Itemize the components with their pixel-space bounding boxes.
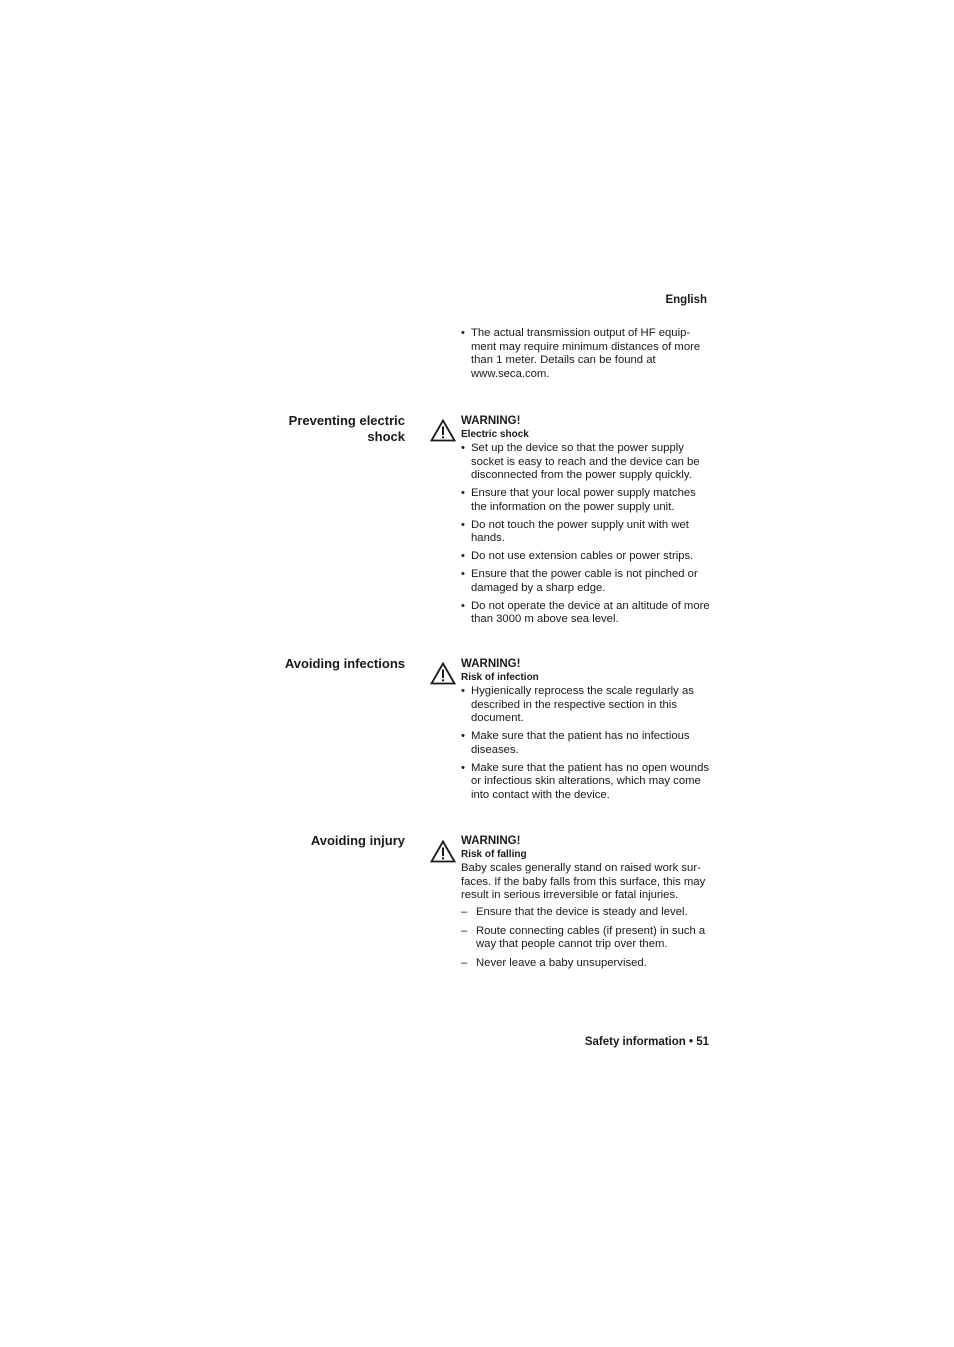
warning-title: WARNING! [461,658,521,670]
list-item: • Ensure that your local power supply matches the information on the power supply unit. [461,487,713,514]
warning-subtitle: Risk of falling [461,849,527,860]
list-item: – Never leave a baby unsupervised. [461,957,713,971]
list-item: • Do not operate the device at an altitude of more than 3000 m above sea level. [461,600,713,627]
warning-block-infections [461,657,713,807]
section-heading-infections: Avoiding infections [284,656,405,671]
warning-bullet-list [461,442,713,627]
warning-title: WARNING! [461,415,521,427]
intro-bullet-list [461,327,713,386]
list-item: • Make sure that the patient has no infectious diseases. [461,730,713,757]
warning-subtitle: Electric shock [461,429,529,440]
language-label: English [665,294,707,306]
list-item: – Ensure that the device is steady and level. [461,906,713,920]
warning-triangle-icon [430,840,456,863]
warning-title: WARNING! [461,835,521,847]
list-item: • Do not use extension cables or power strips. [461,550,713,564]
list-item: • Ensure that the power cable is not pinched or damaged by a sharp edge. [461,568,713,595]
warning-triangle-icon [430,662,456,685]
instruction-dash-list [461,906,713,971]
warning-triangle-icon [430,419,456,442]
page-footer: Safety information • 51 [584,1036,709,1048]
list-item: • Hygienically reprocess the scale regularly as described in the respective section in this document. [461,685,713,726]
warning-paragraph: Baby scales generally stand on raised work sur-faces. If the baby falls from this surface, this may result in serious irreversible or fatal injuries. [461,862,706,901]
list-item: • The actual transmission output of HF equip-ment may require minimum distances of more than 1 meter. Details can be found at www.seca.com. [461,327,713,381]
list-item: • Do not touch the power supply unit with wet hands. [461,519,713,546]
warning-bullet-list [461,685,713,802]
warning-block-electric-shock [461,414,713,631]
list-item: • Set up the device so that the power supply socket is easy to reach and the device can be disconnected from the power supply quickly. [461,442,713,483]
list-item: • Make sure that the patient has no open wounds or infectious skin alterations, which may come into contact with the device. [461,762,713,803]
section-heading-injury: Avoiding injury [310,833,405,848]
section-heading-electric-shock: Preventing electric shock [288,413,405,444]
warning-subtitle: Risk of infection [461,672,539,683]
warning-block-injury [461,834,713,976]
list-item: – Route connecting cables (if present) in such a way that people cannot trip over them. [461,925,713,952]
